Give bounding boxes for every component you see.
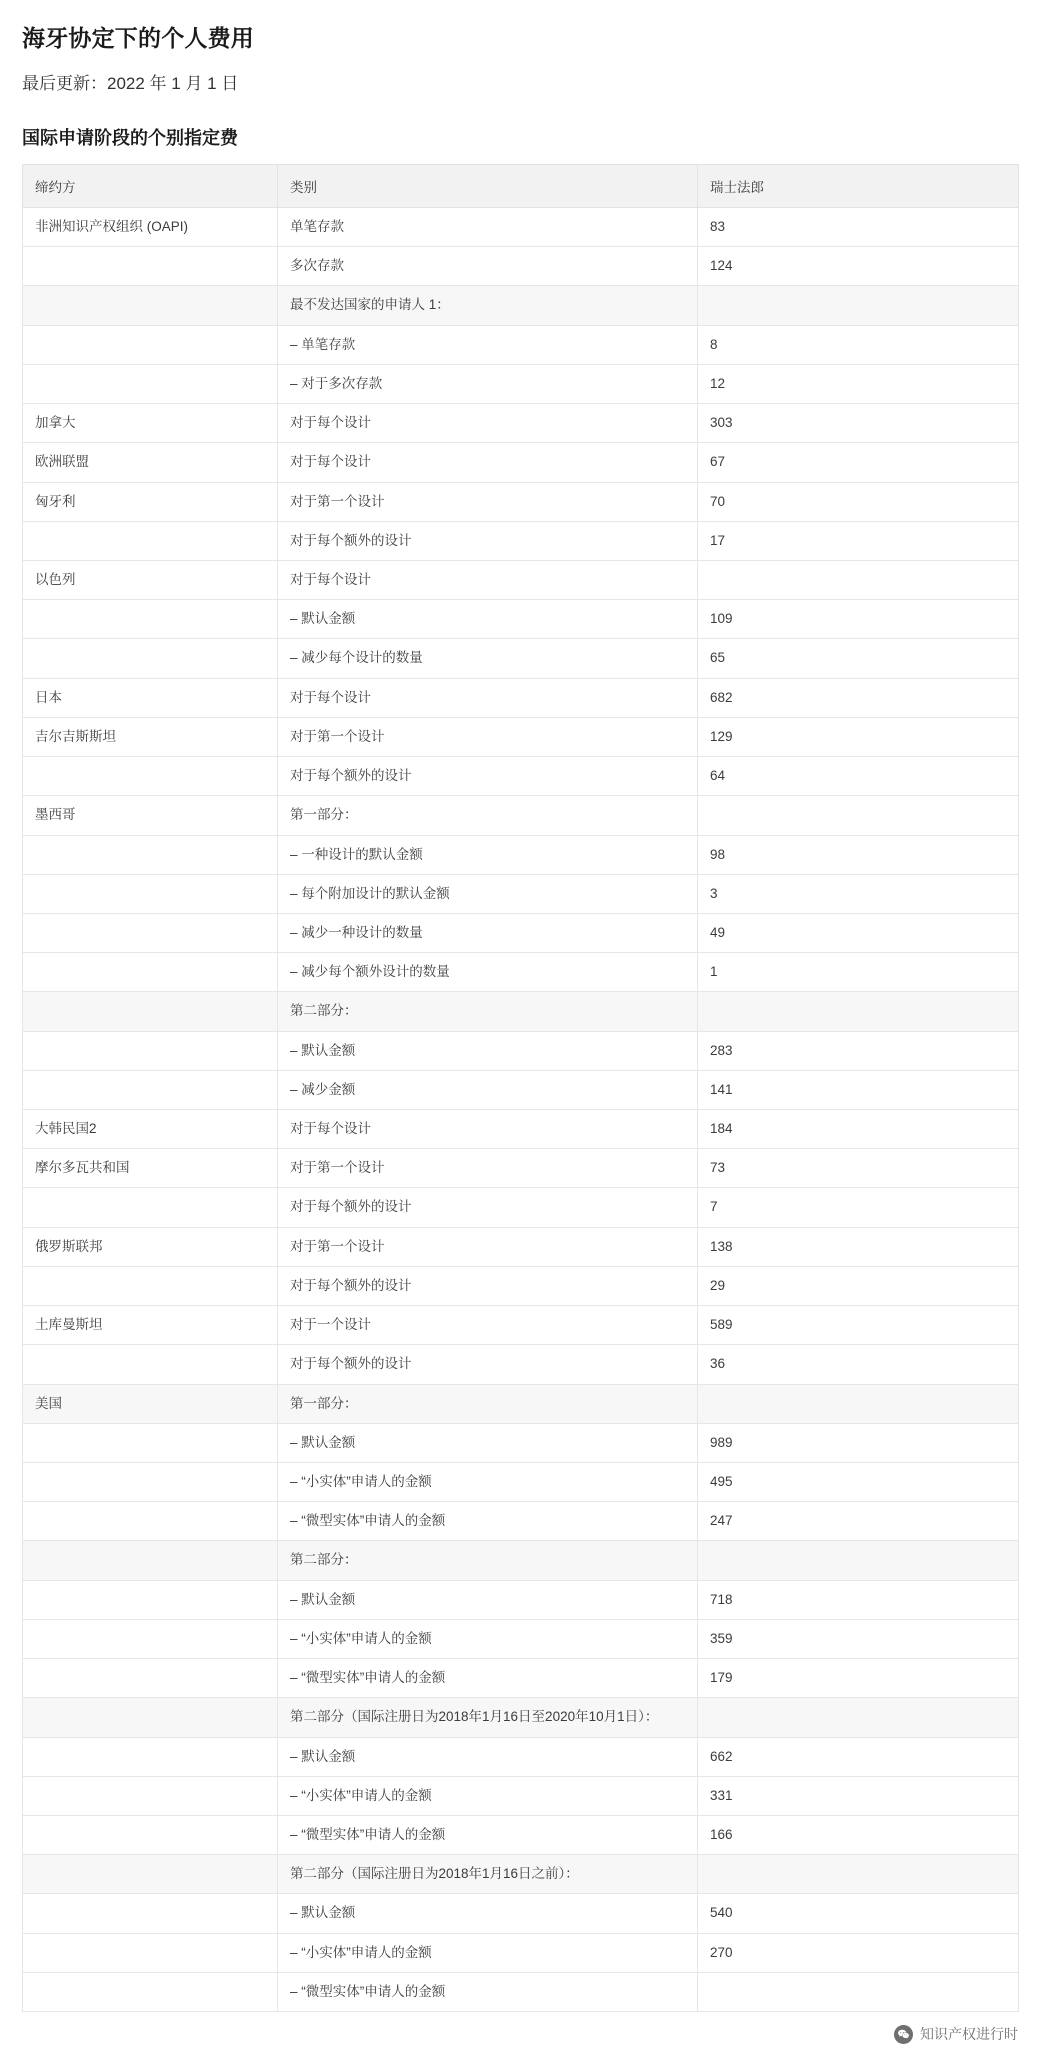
table-row xyxy=(23,1619,1019,1658)
cell-category: – 默认金额 xyxy=(278,600,698,639)
cell-amount: 3 xyxy=(698,874,1019,913)
table-row xyxy=(23,1737,1019,1776)
table-row xyxy=(23,1580,1019,1619)
table-row xyxy=(23,835,1019,874)
cell-amount: 98 xyxy=(698,835,1019,874)
cell-party xyxy=(23,1031,278,1070)
cell-party xyxy=(23,1737,278,1776)
table-row xyxy=(23,208,1019,247)
cell-party: 以色列 xyxy=(23,560,278,599)
table-row xyxy=(23,482,1019,521)
cell-party xyxy=(23,1815,278,1854)
individual-designation-fee-table xyxy=(22,164,1019,2012)
cell-party xyxy=(23,1698,278,1737)
cell-party xyxy=(23,521,278,560)
cell-party xyxy=(23,992,278,1031)
cell-category: 对于每个额外的设计 xyxy=(278,521,698,560)
cell-amount xyxy=(698,796,1019,835)
cell-party: 非洲知识产权组织 (OAPI) xyxy=(23,208,278,247)
cell-amount: 166 xyxy=(698,1815,1019,1854)
cell-amount: 70 xyxy=(698,482,1019,521)
cell-amount: 1 xyxy=(698,953,1019,992)
table-row xyxy=(23,913,1019,952)
table-header-row xyxy=(23,165,1019,208)
cell-category: – “微型实体”申请人的金额 xyxy=(278,1972,698,2011)
cell-category: – “小实体”申请人的金额 xyxy=(278,1776,698,1815)
cell-category: 第二部分： xyxy=(278,992,698,1031)
table-row xyxy=(23,404,1019,443)
cell-party xyxy=(23,1580,278,1619)
table-row xyxy=(23,325,1019,364)
table-row xyxy=(23,1306,1019,1345)
page-title: 海牙协定下的个人费用 xyxy=(22,25,254,51)
cell-party: 土库曼斯坦 xyxy=(23,1306,278,1345)
cell-category: 对于每个额外的设计 xyxy=(278,757,698,796)
cell-amount: 184 xyxy=(698,1110,1019,1149)
cell-amount: 7 xyxy=(698,1188,1019,1227)
table-body xyxy=(23,208,1019,2012)
cell-amount: 129 xyxy=(698,717,1019,756)
table-row xyxy=(23,1541,1019,1580)
cell-category: 最不发达国家的申请人 1： xyxy=(278,286,698,325)
cell-amount: 12 xyxy=(698,364,1019,403)
cell-category: – “小实体”申请人的金额 xyxy=(278,1619,698,1658)
cell-category: – “微型实体”申请人的金额 xyxy=(278,1659,698,1698)
cell-category: – 单笔存款 xyxy=(278,325,698,364)
cell-amount: 73 xyxy=(698,1149,1019,1188)
cell-party xyxy=(23,1619,278,1658)
cell-category: – 每个附加设计的默认金额 xyxy=(278,874,698,913)
cell-amount: 662 xyxy=(698,1737,1019,1776)
cell-party: 加拿大 xyxy=(23,404,278,443)
cell-amount: 17 xyxy=(698,521,1019,560)
cell-category: – 默认金额 xyxy=(278,1580,698,1619)
cell-category: 对于每个额外的设计 xyxy=(278,1188,698,1227)
table-row xyxy=(23,1463,1019,1502)
column-header-party: 缔约方 xyxy=(23,165,278,208)
cell-amount xyxy=(698,560,1019,599)
cell-party xyxy=(23,835,278,874)
table-row xyxy=(23,1776,1019,1815)
cell-amount: 540 xyxy=(698,1894,1019,1933)
cell-amount: 109 xyxy=(698,600,1019,639)
table-header xyxy=(23,165,1019,208)
cell-party xyxy=(23,874,278,913)
cell-category: 对于第一个设计 xyxy=(278,482,698,521)
cell-category: 对于第一个设计 xyxy=(278,1149,698,1188)
cell-party xyxy=(23,1345,278,1384)
table-row xyxy=(23,1423,1019,1462)
cell-category: 对于第一个设计 xyxy=(278,717,698,756)
table-row xyxy=(23,1266,1019,1305)
cell-amount xyxy=(698,286,1019,325)
table-row xyxy=(23,874,1019,913)
cell-amount xyxy=(698,1541,1019,1580)
cell-amount: 283 xyxy=(698,1031,1019,1070)
cell-party xyxy=(23,247,278,286)
cell-party: 墨西哥 xyxy=(23,796,278,835)
table-row xyxy=(23,1227,1019,1266)
cell-amount: 589 xyxy=(698,1306,1019,1345)
cell-category: 第一部分： xyxy=(278,796,698,835)
cell-category: 第二部分（国际注册日为2018年1月16日之前）： xyxy=(278,1855,698,1894)
cell-category: – 对于多次存款 xyxy=(278,364,698,403)
cell-category: 对于每个设计 xyxy=(278,1110,698,1149)
cell-category: 对于一个设计 xyxy=(278,1306,698,1345)
table-row xyxy=(23,1070,1019,1109)
table-row xyxy=(23,1384,1019,1423)
cell-category: 对于每个额外的设计 xyxy=(278,1266,698,1305)
cell-category: – “小实体”申请人的金额 xyxy=(278,1463,698,1502)
last-updated-text: 最后更新：2022 年 1 月 1 日 xyxy=(22,74,239,93)
cell-party: 日本 xyxy=(23,678,278,717)
cell-amount xyxy=(698,992,1019,1031)
table-row xyxy=(23,717,1019,756)
cell-category: – 减少每个设计的数量 xyxy=(278,639,698,678)
cell-party xyxy=(23,953,278,992)
cell-party xyxy=(23,1070,278,1109)
cell-category: 多次存款 xyxy=(278,247,698,286)
cell-party xyxy=(23,639,278,678)
cell-amount: 682 xyxy=(698,678,1019,717)
table-row xyxy=(23,1933,1019,1972)
cell-category: 对于第一个设计 xyxy=(278,1227,698,1266)
cell-amount: 49 xyxy=(698,913,1019,952)
cell-amount: 303 xyxy=(698,404,1019,443)
cell-amount: 359 xyxy=(698,1619,1019,1658)
wechat-account-badge xyxy=(894,2024,1018,2044)
cell-amount: 83 xyxy=(698,208,1019,247)
table-row xyxy=(23,1894,1019,1933)
cell-category: – 默认金额 xyxy=(278,1737,698,1776)
table-row xyxy=(23,1502,1019,1541)
cell-party xyxy=(23,600,278,639)
table-row xyxy=(23,1110,1019,1149)
cell-amount: 67 xyxy=(698,443,1019,482)
cell-party xyxy=(23,364,278,403)
column-header-category: 类别 xyxy=(278,165,698,208)
cell-category: 对于每个设计 xyxy=(278,560,698,599)
cell-party xyxy=(23,1972,278,2011)
cell-party xyxy=(23,1855,278,1894)
table-row xyxy=(23,953,1019,992)
cell-category: – 减少一种设计的数量 xyxy=(278,913,698,952)
table-row xyxy=(23,992,1019,1031)
cell-amount: 247 xyxy=(698,1502,1019,1541)
cell-amount: 124 xyxy=(698,247,1019,286)
cell-category: – 默认金额 xyxy=(278,1423,698,1462)
cell-category: 对于每个设计 xyxy=(278,404,698,443)
cell-amount: 989 xyxy=(698,1423,1019,1462)
wechat-account-name: 知识产权进行时 xyxy=(920,2026,1018,2043)
cell-party xyxy=(23,1659,278,1698)
cell-amount: 179 xyxy=(698,1659,1019,1698)
cell-party: 摩尔多瓦共和国 xyxy=(23,1149,278,1188)
table-row xyxy=(23,1659,1019,1698)
table-row xyxy=(23,1972,1019,2011)
cell-amount xyxy=(698,1698,1019,1737)
cell-party xyxy=(23,1188,278,1227)
cell-party xyxy=(23,1776,278,1815)
table-row xyxy=(23,1345,1019,1384)
table-row xyxy=(23,521,1019,560)
cell-party xyxy=(23,1541,278,1580)
cell-category: – 默认金额 xyxy=(278,1894,698,1933)
cell-amount: 331 xyxy=(698,1776,1019,1815)
cell-category: – “微型实体”申请人的金额 xyxy=(278,1815,698,1854)
cell-party: 俄罗斯联邦 xyxy=(23,1227,278,1266)
cell-party xyxy=(23,325,278,364)
table-row xyxy=(23,1815,1019,1854)
table-row xyxy=(23,757,1019,796)
cell-party: 匈牙利 xyxy=(23,482,278,521)
cell-category: 单笔存款 xyxy=(278,208,698,247)
cell-party: 大韩民国2 xyxy=(23,1110,278,1149)
cell-amount: 8 xyxy=(698,325,1019,364)
table-row xyxy=(23,1149,1019,1188)
cell-amount xyxy=(698,1384,1019,1423)
cell-amount: 138 xyxy=(698,1227,1019,1266)
cell-category: 对于每个设计 xyxy=(278,678,698,717)
cell-party xyxy=(23,1266,278,1305)
cell-amount xyxy=(698,1855,1019,1894)
table-row xyxy=(23,560,1019,599)
table-row xyxy=(23,600,1019,639)
cell-amount: 141 xyxy=(698,1070,1019,1109)
column-header-amount: 瑞士法郎 xyxy=(698,165,1019,208)
cell-party: 欧洲联盟 xyxy=(23,443,278,482)
cell-party xyxy=(23,757,278,796)
wechat-icon xyxy=(894,2025,913,2044)
cell-party xyxy=(23,913,278,952)
cell-amount: 495 xyxy=(698,1463,1019,1502)
cell-party xyxy=(23,286,278,325)
cell-amount: 64 xyxy=(698,757,1019,796)
section-title: 国际申请阶段的个别指定费 xyxy=(22,128,238,148)
table-row xyxy=(23,443,1019,482)
cell-amount: 65 xyxy=(698,639,1019,678)
table-row xyxy=(23,1698,1019,1737)
cell-category: – 减少每个额外设计的数量 xyxy=(278,953,698,992)
cell-category: – “小实体”申请人的金额 xyxy=(278,1933,698,1972)
cell-amount: 29 xyxy=(698,1266,1019,1305)
cell-amount: 270 xyxy=(698,1933,1019,1972)
table-row xyxy=(23,1855,1019,1894)
cell-category: 第一部分： xyxy=(278,1384,698,1423)
table-row xyxy=(23,1188,1019,1227)
table-row xyxy=(23,247,1019,286)
table-row xyxy=(23,1031,1019,1070)
table-row xyxy=(23,639,1019,678)
cell-category: – 一种设计的默认金额 xyxy=(278,835,698,874)
cell-amount: 718 xyxy=(698,1580,1019,1619)
cell-party xyxy=(23,1463,278,1502)
cell-party xyxy=(23,1423,278,1462)
cell-amount xyxy=(698,1972,1019,2011)
table-row xyxy=(23,286,1019,325)
cell-category: 对于每个额外的设计 xyxy=(278,1345,698,1384)
cell-party xyxy=(23,1894,278,1933)
cell-category: 对于每个设计 xyxy=(278,443,698,482)
cell-amount: 36 xyxy=(698,1345,1019,1384)
cell-category: 第二部分： xyxy=(278,1541,698,1580)
cell-party: 美国 xyxy=(23,1384,278,1423)
cell-party xyxy=(23,1502,278,1541)
table-row xyxy=(23,364,1019,403)
cell-category: – 减少金额 xyxy=(278,1070,698,1109)
cell-category: 第二部分（国际注册日为2018年1月16日至2020年10月1日）： xyxy=(278,1698,698,1737)
table-row xyxy=(23,678,1019,717)
cell-party: 吉尔吉斯斯坦 xyxy=(23,717,278,756)
cell-category: – 默认金额 xyxy=(278,1031,698,1070)
table-row xyxy=(23,796,1019,835)
cell-party xyxy=(23,1933,278,1972)
cell-category: – “微型实体”申请人的金额 xyxy=(278,1502,698,1541)
